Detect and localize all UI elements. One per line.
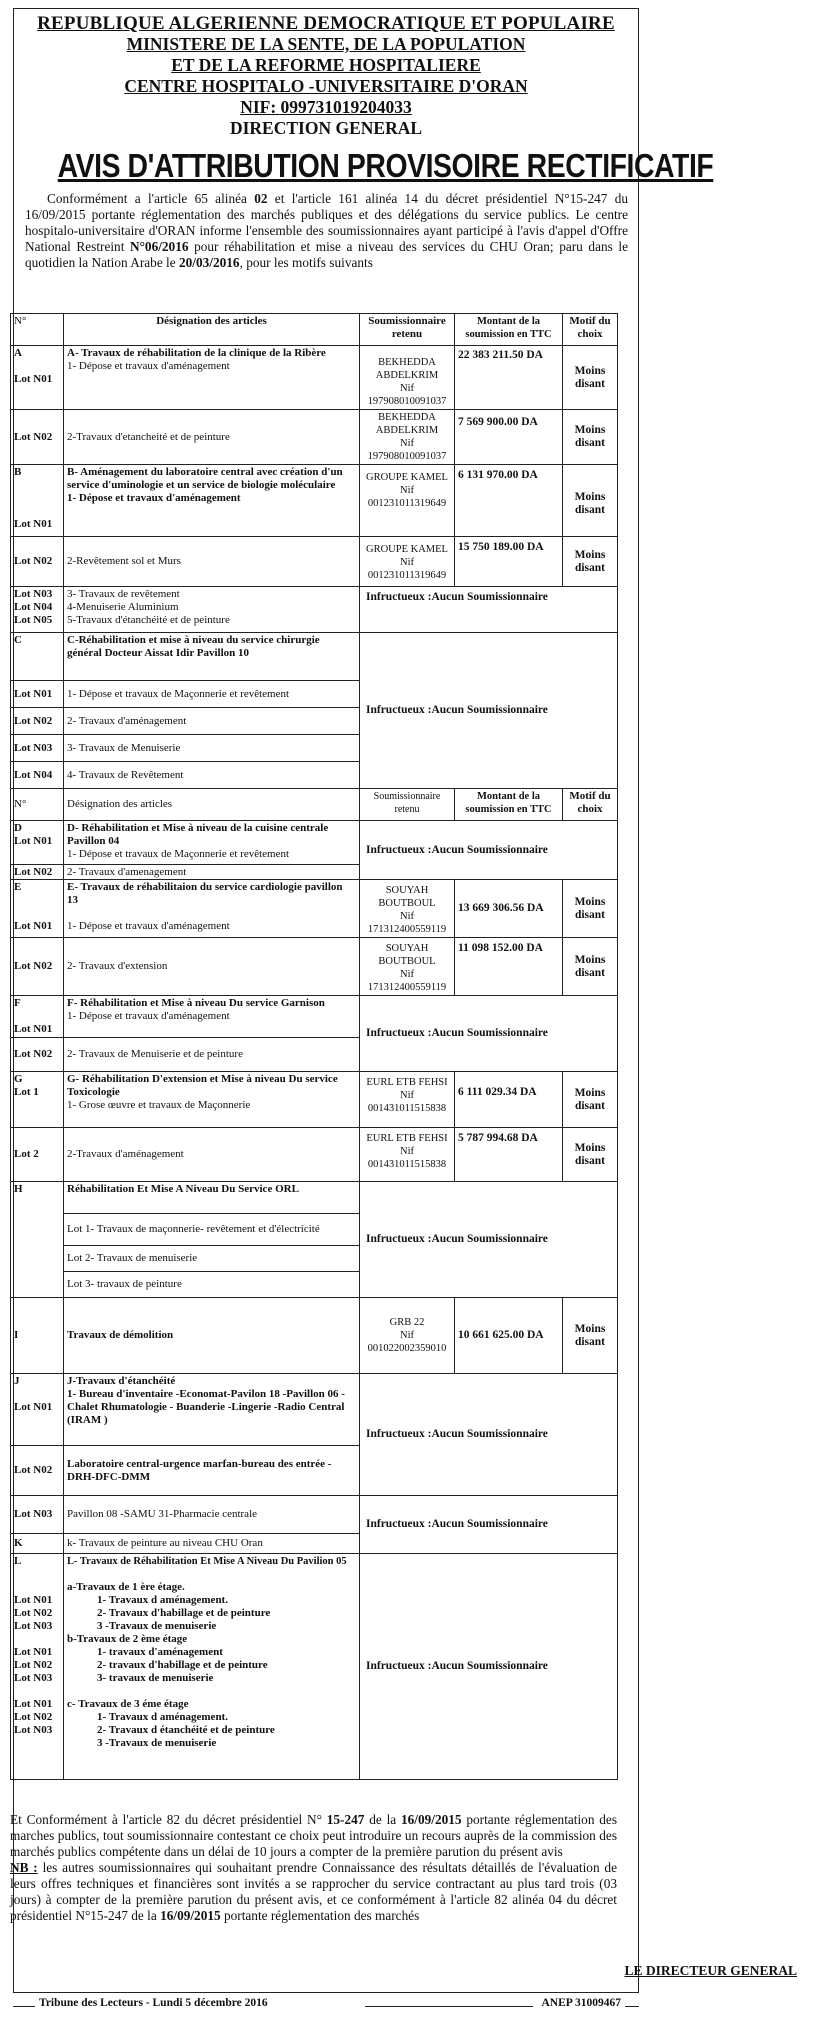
soum-g1: EURL ETB FEHSI [366,1077,448,1088]
item-e2: 2- Travaux d'extension [64,938,360,996]
soum-e2: SOUYAH BOUTBOUL [378,943,436,967]
l-c3: 3 -Travaux de menuiserie [97,1737,217,1749]
lot-l-b1: Lot N01 [14,1646,53,1658]
lot-c3: Lot N03 [11,735,64,762]
signature: LE DIRECTEUR GENERAL [624,1963,797,1978]
table-row [11,633,618,681]
nif-label: Nif [400,1330,414,1341]
soum-b1: GROUPE KAMEL [366,472,448,483]
intro-bold-2: N°06/2016 [130,239,189,254]
code-l: L [14,1555,22,1567]
intro-text-3: pour réhabilitation et mise a niveau des services du CHU Oran; paru dans le quotidien la Nation Arabe le [25,239,628,270]
motif-a1: Moins disant [563,346,618,410]
row-code [11,1374,64,1446]
table-row [11,537,618,587]
item-a2: 2-Travaux d'etancheité et de peinture [64,410,360,465]
code-c: C [11,633,64,681]
nif-a1: 197908010091037 [367,396,447,407]
lot-c2: Lot N02 [11,708,64,735]
header-block [14,13,638,139]
lot-l-c1: Lot N01 [14,1698,53,1710]
row-soum [360,880,455,938]
motif-e2: Moins disant [563,938,618,996]
table-row [11,1374,618,1446]
lot-l-c3: Lot N03 [14,1724,53,1736]
infructueux-h: Infructueux :Aucun Soumissionnaire [360,1182,618,1298]
recourse-paragraph [10,1812,617,1860]
motif-g1: Moins disant [563,1072,618,1128]
l-c2: 2- Travaux d étanchéité et de peinture [97,1724,275,1736]
lot-c1: Lot N01 [11,681,64,708]
hospital-line: CENTRE HOSPITALO -UNIVERSITAIRE D'ORAN [124,76,528,96]
l-a2: 2- Travaux d'habillage et de peinture [97,1607,271,1619]
footer-text-5: portante réglementation des marchés [220,1908,420,1923]
item-c4: 4- Travaux de Revêtement [64,762,360,789]
table-row [11,1072,618,1128]
lot-e1: Lot N01 [14,920,53,932]
lot-a1: Lot N01 [14,373,53,385]
soum-a1: BEKHEDDA ABDELKRIM [375,357,439,381]
footer-bold-2: 16/09/2015 [400,1812,462,1827]
header-designation: Désignation des articles [64,314,360,346]
header2-soumissionnaire: Soumissionnaire retenu [360,789,455,821]
title-i: Travaux de démolition [64,1298,360,1374]
table-row [11,880,618,938]
nif-e2: 171312400559119 [367,982,447,993]
title-c: C-Réhabilitation et mise à niveau du service chirurgie général Docteur Aissat Idir Pavillon 10 [64,633,360,681]
motif-g2: Moins disant [563,1128,618,1182]
item-b3: 3- Travaux de revêtement [67,588,180,600]
item-f2: 2- Travaux de Menuiserie et de peinture [64,1038,360,1072]
row-code [11,587,64,633]
title-g: G- Réhabilitation D'extension et Mise à niveau Du service Toxicologie [67,1073,338,1098]
title-l: L- Travaux de Réhabilitation Et Mise A Niveau Du Pavilion 05 [67,1556,347,1567]
code-a: A [14,347,22,359]
item-b4: 4-Menuiserie Aluminium [67,601,179,613]
row-soum [360,1128,455,1182]
amount-a1: 22 383 211.50 DA [455,346,563,410]
infructueux-f: Infructueux :Aucun Soumissionnaire [360,996,618,1072]
lot-f1: Lot N01 [14,1023,53,1035]
intro-text-1: Conformément a l'article 65 alinéa [47,191,255,206]
republic-line: REPUBLIQUE ALGERIENNE DEMOCRATIQUE ET POPULAIRE [37,13,615,34]
header2-no: N° [11,789,64,821]
lot-l-c2: Lot N02 [14,1711,53,1723]
item-j2: Laboratoire central-urgence marfan-bureau des entrée - DRH-DFC-DMM [64,1446,360,1496]
lot-l-b2: Lot N02 [14,1659,53,1671]
intro-paragraph [14,191,638,271]
amount-b2: 15 750 189.00 DA [455,537,563,587]
l-b3: 3- travaux de menuiserie [97,1672,214,1684]
infructueux-j1: Infructueux :Aucun Soumissionnaire [360,1374,618,1496]
row-code [11,1072,64,1128]
infructueux-c: Infructueux :Aucun Soumissionnaire [360,633,618,789]
lot-b4: Lot N04 [14,601,53,613]
footer-text-4: les autres soumissionnaires qui souhaitant prendre Connaissance des résultats détaillés de l'évaluation de leurs offres techniques et financières sont invités a se rapprocher du service contractant au plus tard trois (03 jours) à compter de la première parution du présent avis, et ce conformément à l'article 82 alinéa 04 du décret présidentiel N°15-247 de la [10,1860,617,1923]
soum-b2: GROUPE KAMEL [366,544,448,555]
lot-a2: Lot N02 [11,410,64,465]
nif-g2: 001431011515838 [367,1159,447,1170]
soum-i: GRB 22 [389,1317,425,1328]
item-g2: 2-Travaux d'aménagement [64,1128,360,1182]
l-floor-c: c- Travaux de 3 éme étage [67,1698,189,1710]
footer-rule-mid [365,2006,533,2007]
item-h1: Lot 1- Travaux de maçonnerie- revêtement et d'électricité [64,1214,360,1246]
l-floor-b: b-Travaux de 2 ème étage [67,1633,188,1645]
header-no: N° [11,314,64,346]
infructueux-d: Infructueux :Aucun Soumissionnaire [360,821,618,880]
table-row [11,996,618,1038]
infructueux-jk: Infructueux :Aucun Soumissionnaire [360,1496,618,1554]
header-motif: Motif du choix [563,314,618,346]
row-code [11,346,64,410]
amount-b1: 6 131 970.00 DA [455,465,563,537]
row-designation [64,346,360,410]
nif-label: Nif [400,1146,414,1157]
l-b2: 2- travaux d'habillage et de peinture [97,1659,268,1671]
lot-g2: Lot 2 [11,1128,64,1182]
table-row [11,1298,618,1374]
amount-e1: 13 669 306.56 DA [455,880,563,938]
row-code [11,880,64,938]
item-e1: 1- Dépose et travaux d'aménagement [67,920,230,932]
table-row [11,1554,618,1780]
intro-bold-3: 20/03/2016 [178,255,240,270]
soum-e1: SOUYAH BOUTBOUL [378,885,436,909]
item-b2: 2-Revêtement sol et Murs [64,537,360,587]
code-f: F [14,997,21,1009]
intro-text-4: , pour les motifs suivants [239,255,373,270]
l-c1: 1- Travaux d aménagement. [97,1711,228,1723]
table-row [11,587,618,633]
amount-g1: 6 111 029.34 DA [455,1072,563,1128]
lot-l-b3: Lot N03 [14,1672,53,1684]
soum-g2: EURL ETB FEHSI [366,1133,448,1144]
lot-d2: Lot N02 [11,865,64,880]
amount-a2: 7 569 900.00 DA [455,410,563,465]
nb-paragraph [10,1860,617,1924]
attribution-table [10,313,618,1780]
item-d1: 1- Dépose et travaux de Maçonnerie et revêtement [67,848,290,860]
row-soum [360,537,455,587]
row-soum [360,1072,455,1128]
header2-designation: Désignation des articles [64,789,360,821]
lot-c4: Lot N04 [11,762,64,789]
motif-a2: Moins disant [563,410,618,465]
motif-e1: Moins disant [563,880,618,938]
row-soum [360,410,455,465]
l-floor-a: a-Travaux de 1 ère étage. [67,1581,185,1593]
row-designation [64,587,360,633]
code-k: K [11,1534,64,1554]
ministry-line-2: ET DE LA REFORME HOSPITALIERE [171,55,481,75]
amount-i: 10 661 625.00 DA [455,1298,563,1374]
header-soumissionnaire: Soumissionnaire retenu [360,314,455,346]
nif-g1: 001431011515838 [367,1103,447,1114]
header2-montant: Montant de la soumission en TTC [455,789,563,821]
nif-e1: 171312400559119 [367,924,447,935]
lot-j2: Lot N02 [11,1446,64,1496]
ministry-line: MINISTERE DE LA SENTE, DE LA POPULATION [126,34,526,54]
table-row [11,465,618,537]
lot-b1: Lot N01 [14,518,53,530]
item-f1: 1- Dépose et travaux d'aménagement [67,1010,230,1022]
motif-b2: Moins disant [563,537,618,587]
lot-g1: Lot 1 [14,1086,39,1098]
header-montant: Montant de la soumission en TTC [455,314,563,346]
footer-rule-left [13,2006,35,2007]
table-row [11,821,618,865]
nif-b1: 001231011319649 [367,498,447,509]
code-e: E [14,881,22,893]
nif-a2: 197908010091037 [367,451,447,462]
item-b1: 1- Dépose et travaux d'aménagement [67,492,241,504]
l-b1: 1- travaux d'aménagement [97,1646,223,1658]
item-g1: 1- Grose œuvre et travaux de Maçonnerie [67,1099,251,1111]
nif-b2: 001231011319649 [367,570,447,581]
intro-text-2: et l'article 161 alinéa 14 du décret présidentiel N°15-247 du 16/09/2015 portante réglementation des marchés publiques et des délégations du service publics. Le centre hospitalo-universitaire d'ORAN informe l'ensemble des soumissionnaires ayant participé à l'avis d'appel d'Offre National Restreint [25,191,629,254]
title-d: D- Réhabilitation et Mise à niveau de la cuisine centrale Pavillon 04 [67,822,329,847]
lot-l-a1: Lot N01 [14,1594,53,1606]
row-soum [360,346,455,410]
item-j1: 1- Bureau d'inventaire -Economat-Pavilon 18 -Pavillon 06 -Chalet Rhumatologie - Buanderie -Lingerie -Radio Central (IRAM ) [67,1388,345,1426]
soum-a2: BEKHEDDA ABDELKRIM [375,412,439,436]
title-e: E- Travaux de réhabilitaion du service cardiologie pavillon 13 [67,881,343,906]
nif-label: Nif [400,438,414,449]
item-j3: Pavillon 08 -SAMU 31-Pharmacie centrale [64,1496,360,1534]
code-b: B [14,466,22,478]
row-designation [64,821,360,865]
table-header-row-2 [11,789,618,821]
direction-line: DIRECTION GENERAL [229,118,423,138]
title-a: A- Travaux de réhabilitation de la clinique de la Ribère [67,347,326,359]
nif-i: 001022002359010 [367,1343,447,1354]
footer-rule-right [625,2006,639,2007]
lot-d1: Lot N01 [14,835,53,847]
publication-info: Tribune des Lecteurs - Lundi 5 décembre 2016 [39,1997,268,2009]
item-c2: 2- Travaux d'aménagement [64,708,360,735]
item-d2: 2- Travaux d'amenagement [64,865,360,880]
item-a1: 1- Dépose et travaux d'aménagement [67,360,230,372]
row-code [11,821,64,865]
code-j: J [14,1375,20,1387]
item-h2: Lot 2- Travaux de menuiserie [64,1246,360,1272]
row-designation [64,465,360,537]
nif-label: Nif [400,557,414,568]
code-d: D [14,822,22,834]
nb-label: NB : [10,1860,38,1875]
title-b: B- Aménagement du laboratoire central avec création d'un service d'uminologie et un service de biologie moléculaire [67,466,343,491]
infructueux-l: Infructueux :Aucun Soumissionnaire [360,1554,618,1780]
row-code [11,465,64,537]
row-code [11,1554,64,1780]
infructueux-b: Infructueux :Aucun Soumissionnaire [360,587,618,633]
code-g: G [14,1073,23,1085]
item-b5: 5-Travaux d'étanchéité et de peinture [67,614,230,626]
nif-label: Nif [400,911,414,922]
row-designation [64,1374,360,1446]
nif-label: Nif [400,383,414,394]
table-row [11,346,618,410]
footer-text-2: de la [364,1812,401,1827]
nif-line: NIF: 099731019204033 [240,97,412,117]
title-h: Réhabilitation Et Mise A Niveau Du Service ORL [64,1182,360,1214]
header2-motif: Motif du choix [563,789,618,821]
table-row [11,938,618,996]
code-i: I [11,1298,64,1374]
l-a3: 3 -Travaux de menuiserie [97,1620,217,1632]
lot-f2: Lot N02 [11,1038,64,1072]
l-a1: 1- Travaux d aménagement. [97,1594,228,1606]
footer-text-3: portante réglementation des marches publics, tout soumissionnaire contestant ce choix peut introduire un recours auprès de la commission des marchés publics compétente dans un délai de 10 jours a compter de la première parution du présent avis [10,1812,618,1859]
row-soum [360,1298,455,1374]
nif-label: Nif [400,485,414,496]
footer-paragraphs [10,1812,617,1924]
lot-l-a3: Lot N03 [14,1620,53,1632]
table-row [11,1182,618,1214]
title-f: F- Réhabilitation et Mise à niveau Du service Garnison [67,997,325,1009]
anep-reference: ANEP 31009467 [541,1997,621,2009]
amount-g2: 5 787 994.68 DA [455,1128,563,1182]
lot-b3: Lot N03 [14,588,53,600]
row-designation [64,880,360,938]
title-j: J-Travaux d'étanchéité [67,1375,176,1387]
code-h: H [11,1182,64,1298]
item-c1: 1- Dépose et travaux de Maçonnerie et revêtement [64,681,360,708]
lot-j3: Lot N03 [11,1496,64,1534]
row-designation [64,1072,360,1128]
amount-e2: 11 098 152.00 DA [455,938,563,996]
nif-label: Nif [400,1090,414,1101]
table-row [11,410,618,465]
lot-b5: Lot N05 [14,614,53,626]
lot-e2: Lot N02 [11,938,64,996]
table-row [11,1496,618,1534]
item-h3: Lot 3- travaux de peinture [64,1272,360,1298]
lot-l-a2: Lot N02 [14,1607,53,1619]
lot-b2: Lot N02 [11,537,64,587]
row-soum [360,465,455,537]
table-header-row [11,314,618,346]
row-soum [360,938,455,996]
row-code [11,996,64,1038]
notice-title: AVIS D'ATTRIBUTION PROVISOIRE RECTIFICATIF [57,147,714,184]
motif-b1: Moins disant [563,465,618,537]
footer-text-1: Et Conformément à l'article 82 du décret présidentiel N° [10,1812,327,1827]
item-c3: 3- Travaux de Menuiserie [64,735,360,762]
row-designation [64,996,360,1038]
motif-i: Moins disant [563,1298,618,1374]
table-row [11,1128,618,1182]
item-k: k- Travaux de peinture au niveau CHU Oran [64,1534,360,1554]
nif-label: Nif [400,969,414,980]
lot-j1: Lot N01 [14,1401,53,1413]
footer-bold-3: 16/09/2015 [160,1908,221,1923]
row-designation [64,1554,360,1780]
intro-bold-1: 02 [254,191,268,206]
footer-bold-1: 15-247 [326,1812,365,1827]
